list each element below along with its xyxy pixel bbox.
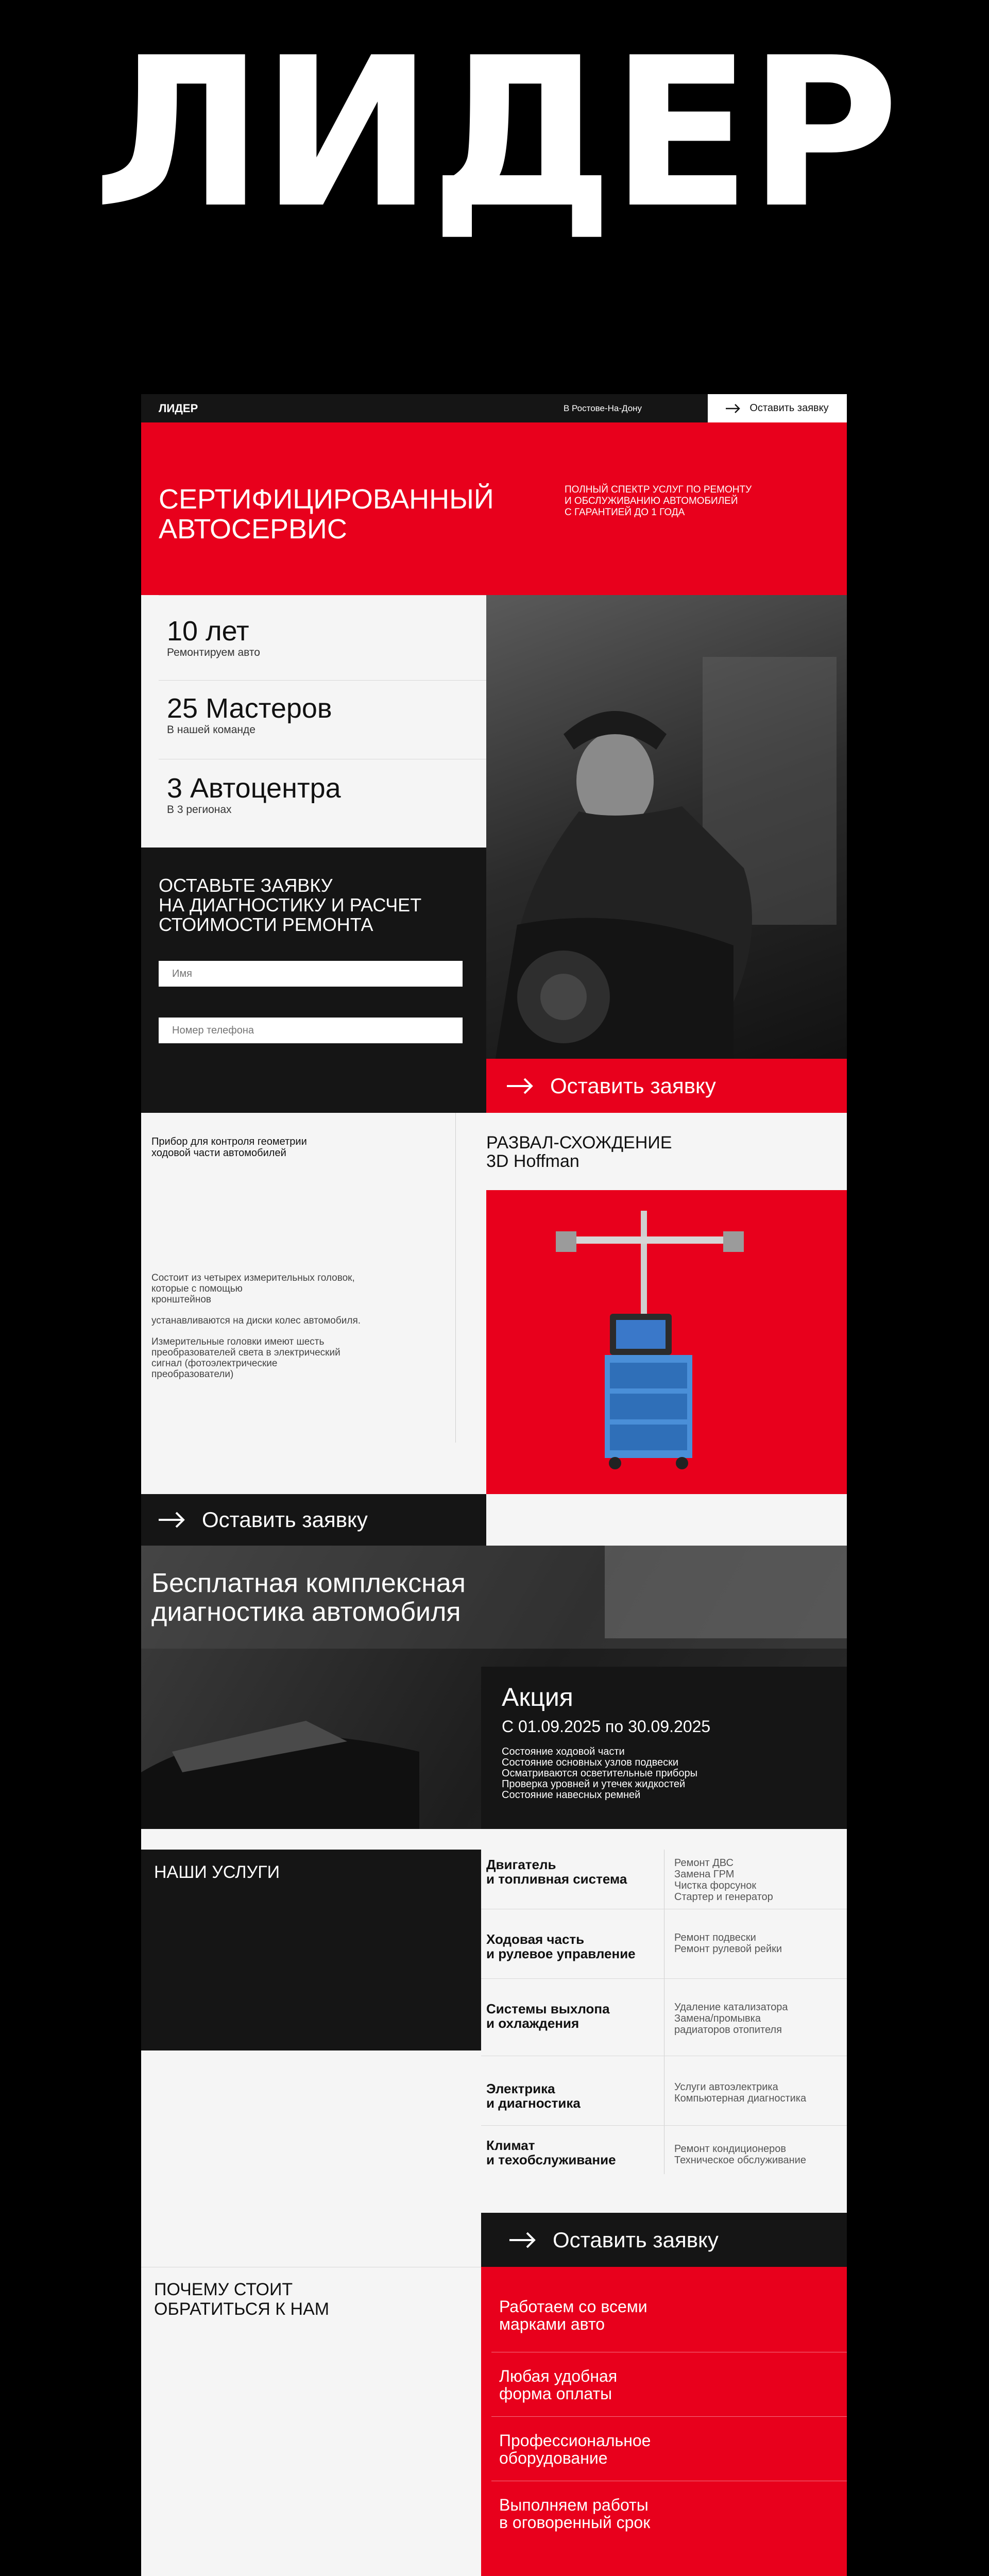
promo-section [141, 1546, 847, 1829]
services-cta-label: Оставить заявку [553, 2227, 719, 2252]
stat-masters: 25 Мастеров В нашей команде [167, 693, 332, 736]
promo-item: Состояние ходовой части [502, 1746, 625, 1757]
mechanic-illustration [486, 595, 847, 1113]
why-item-deadlines: Выполняем работы в оговоренный срок [499, 2496, 651, 2532]
alignment-cta-button[interactable] [141, 1494, 486, 1546]
promo-item: Осматриваются осветительные приборы [502, 1768, 697, 1779]
service-climate[interactable]: Климат и техобслуживание [486, 2138, 616, 2167]
banner-subtitle: ПОЛНЫЙ СПЕКТР УСЛУГ ПО РЕМОНТУ И ОБСЛУЖИВАНИЮ АВТОМОБИЛЕЙ С ГАРАНТИЕЙ ДО 1 ГОДА [565, 484, 752, 518]
promo-item: Состояние навесных ремней [502, 1789, 641, 1801]
promo-headline: Бесплатная комплексная диагностика автомобиля [151, 1568, 466, 1627]
device-caption: Прибор для контроля геометрии ходовой части автомобилей [151, 1136, 307, 1159]
header-cta-button[interactable] [708, 394, 847, 422]
arrow-right-icon [507, 1078, 535, 1094]
arrow-right-icon [159, 1512, 186, 1528]
form-submit-label: Оставить заявку [550, 1073, 716, 1098]
services-heading-panel [141, 1850, 481, 2050]
promo-card [481, 1667, 847, 1829]
why-item-brands: Работаем со всеми марками авто [499, 2297, 647, 2333]
stats-panel [141, 595, 486, 848]
hero-banner [141, 422, 847, 595]
alignment-machine-panel [486, 1190, 847, 1494]
service-exhaust[interactable]: Системы выхлопа и охлаждения [486, 2001, 610, 2031]
service-exhaust-details: Удаление катализатора Замена/промывка радиаторов отопителя [674, 2002, 788, 2036]
service-electrics-details: Услуги автоэлектрика Компьютерная диагностика [674, 2081, 807, 2104]
stat-centers: 3 Автоцентра В 3 регионах [167, 773, 341, 816]
promo-item: Проверка уровней и утечек жидкостей [502, 1778, 686, 1790]
request-form [141, 848, 486, 1113]
form-submit-button[interactable] [486, 1059, 847, 1113]
arrow-right-icon [726, 404, 741, 413]
promo-dates: С 01.09.2025 по 30.09.2025 [502, 1717, 711, 1736]
services-heading: НАШИ УСЛУГИ [154, 1862, 280, 1882]
service-engine[interactable]: Двигатель и топливная система [486, 1857, 627, 1887]
alignment-title: РАЗВАЛ-СХОЖДЕНИЕ 3D Hoffman [486, 1133, 672, 1171]
service-climate-details: Ремонт кондиционеров Техническое обслуживание [674, 2143, 806, 2166]
hero-brand-title: ЛИДЕР [93, 14, 896, 253]
device-description: Состоит из четырех измерительных головок, которые с помощью кронштейнов устанавливаются на диски колес автомобиля. Измерительные головки имеют шесть преобразователей света в электрический сигнал (фотоэлектрические преобразователи) [151, 1273, 361, 1380]
why-section [141, 2267, 847, 2576]
arrow-right-icon [509, 2232, 537, 2248]
why-item-payment: Любая удобная форма оплаты [499, 2367, 618, 2403]
form-title: ОСТАВЬТЕ ЗАЯВКУ НА ДИАГНОСТИКУ И РАСЧЕТ СТОИМОСТИ РЕМОНТА [159, 875, 422, 935]
name-field[interactable] [159, 961, 463, 987]
banner-title: СЕРТИФИЦИРОВАННЫЙ АВТОСЕРВИС [159, 484, 494, 545]
header-cta-label: Оставить заявку [749, 402, 829, 414]
alignment-section [141, 1113, 847, 1443]
alignment-cta-label: Оставить заявку [202, 1507, 368, 1532]
header-location: В Ростове-На-Дону [564, 403, 642, 413]
services-section [141, 1829, 847, 2213]
header-logo[interactable]: ЛИДЕР [159, 402, 198, 415]
promo-item: Состояние основных узлов подвески [502, 1757, 679, 1768]
service-electrics[interactable]: Электрика и диагностика [486, 2081, 581, 2111]
landing-page [141, 394, 847, 2576]
promo-list [502, 1747, 697, 1801]
site-header [141, 394, 847, 422]
why-heading: ПОЧЕМУ СТОИТ ОБРАТИТЬСЯ К НАМ [154, 2280, 330, 2319]
service-engine-details: Ремонт ДВС Замена ГРМ Чистка форсунок Стартер и генератор [674, 1857, 773, 1903]
why-item-equipment: Профессиональное оборудование [499, 2431, 651, 2467]
stat-years: 10 лет Ремонтируем авто [167, 616, 260, 658]
service-suspension[interactable]: Ходовая часть и рулевое управление [486, 1931, 636, 1961]
phone-field[interactable] [159, 1018, 463, 1043]
service-suspension-details: Ремонт подвески Ремонт рулевой рейки [674, 1932, 782, 1955]
services-cta-button[interactable] [481, 2213, 847, 2267]
promo-title: Акция [502, 1683, 573, 1711]
why-list-panel [481, 2267, 847, 2576]
wheel-aligner-icon [486, 1190, 847, 1494]
mechanic-photo [486, 595, 847, 1113]
